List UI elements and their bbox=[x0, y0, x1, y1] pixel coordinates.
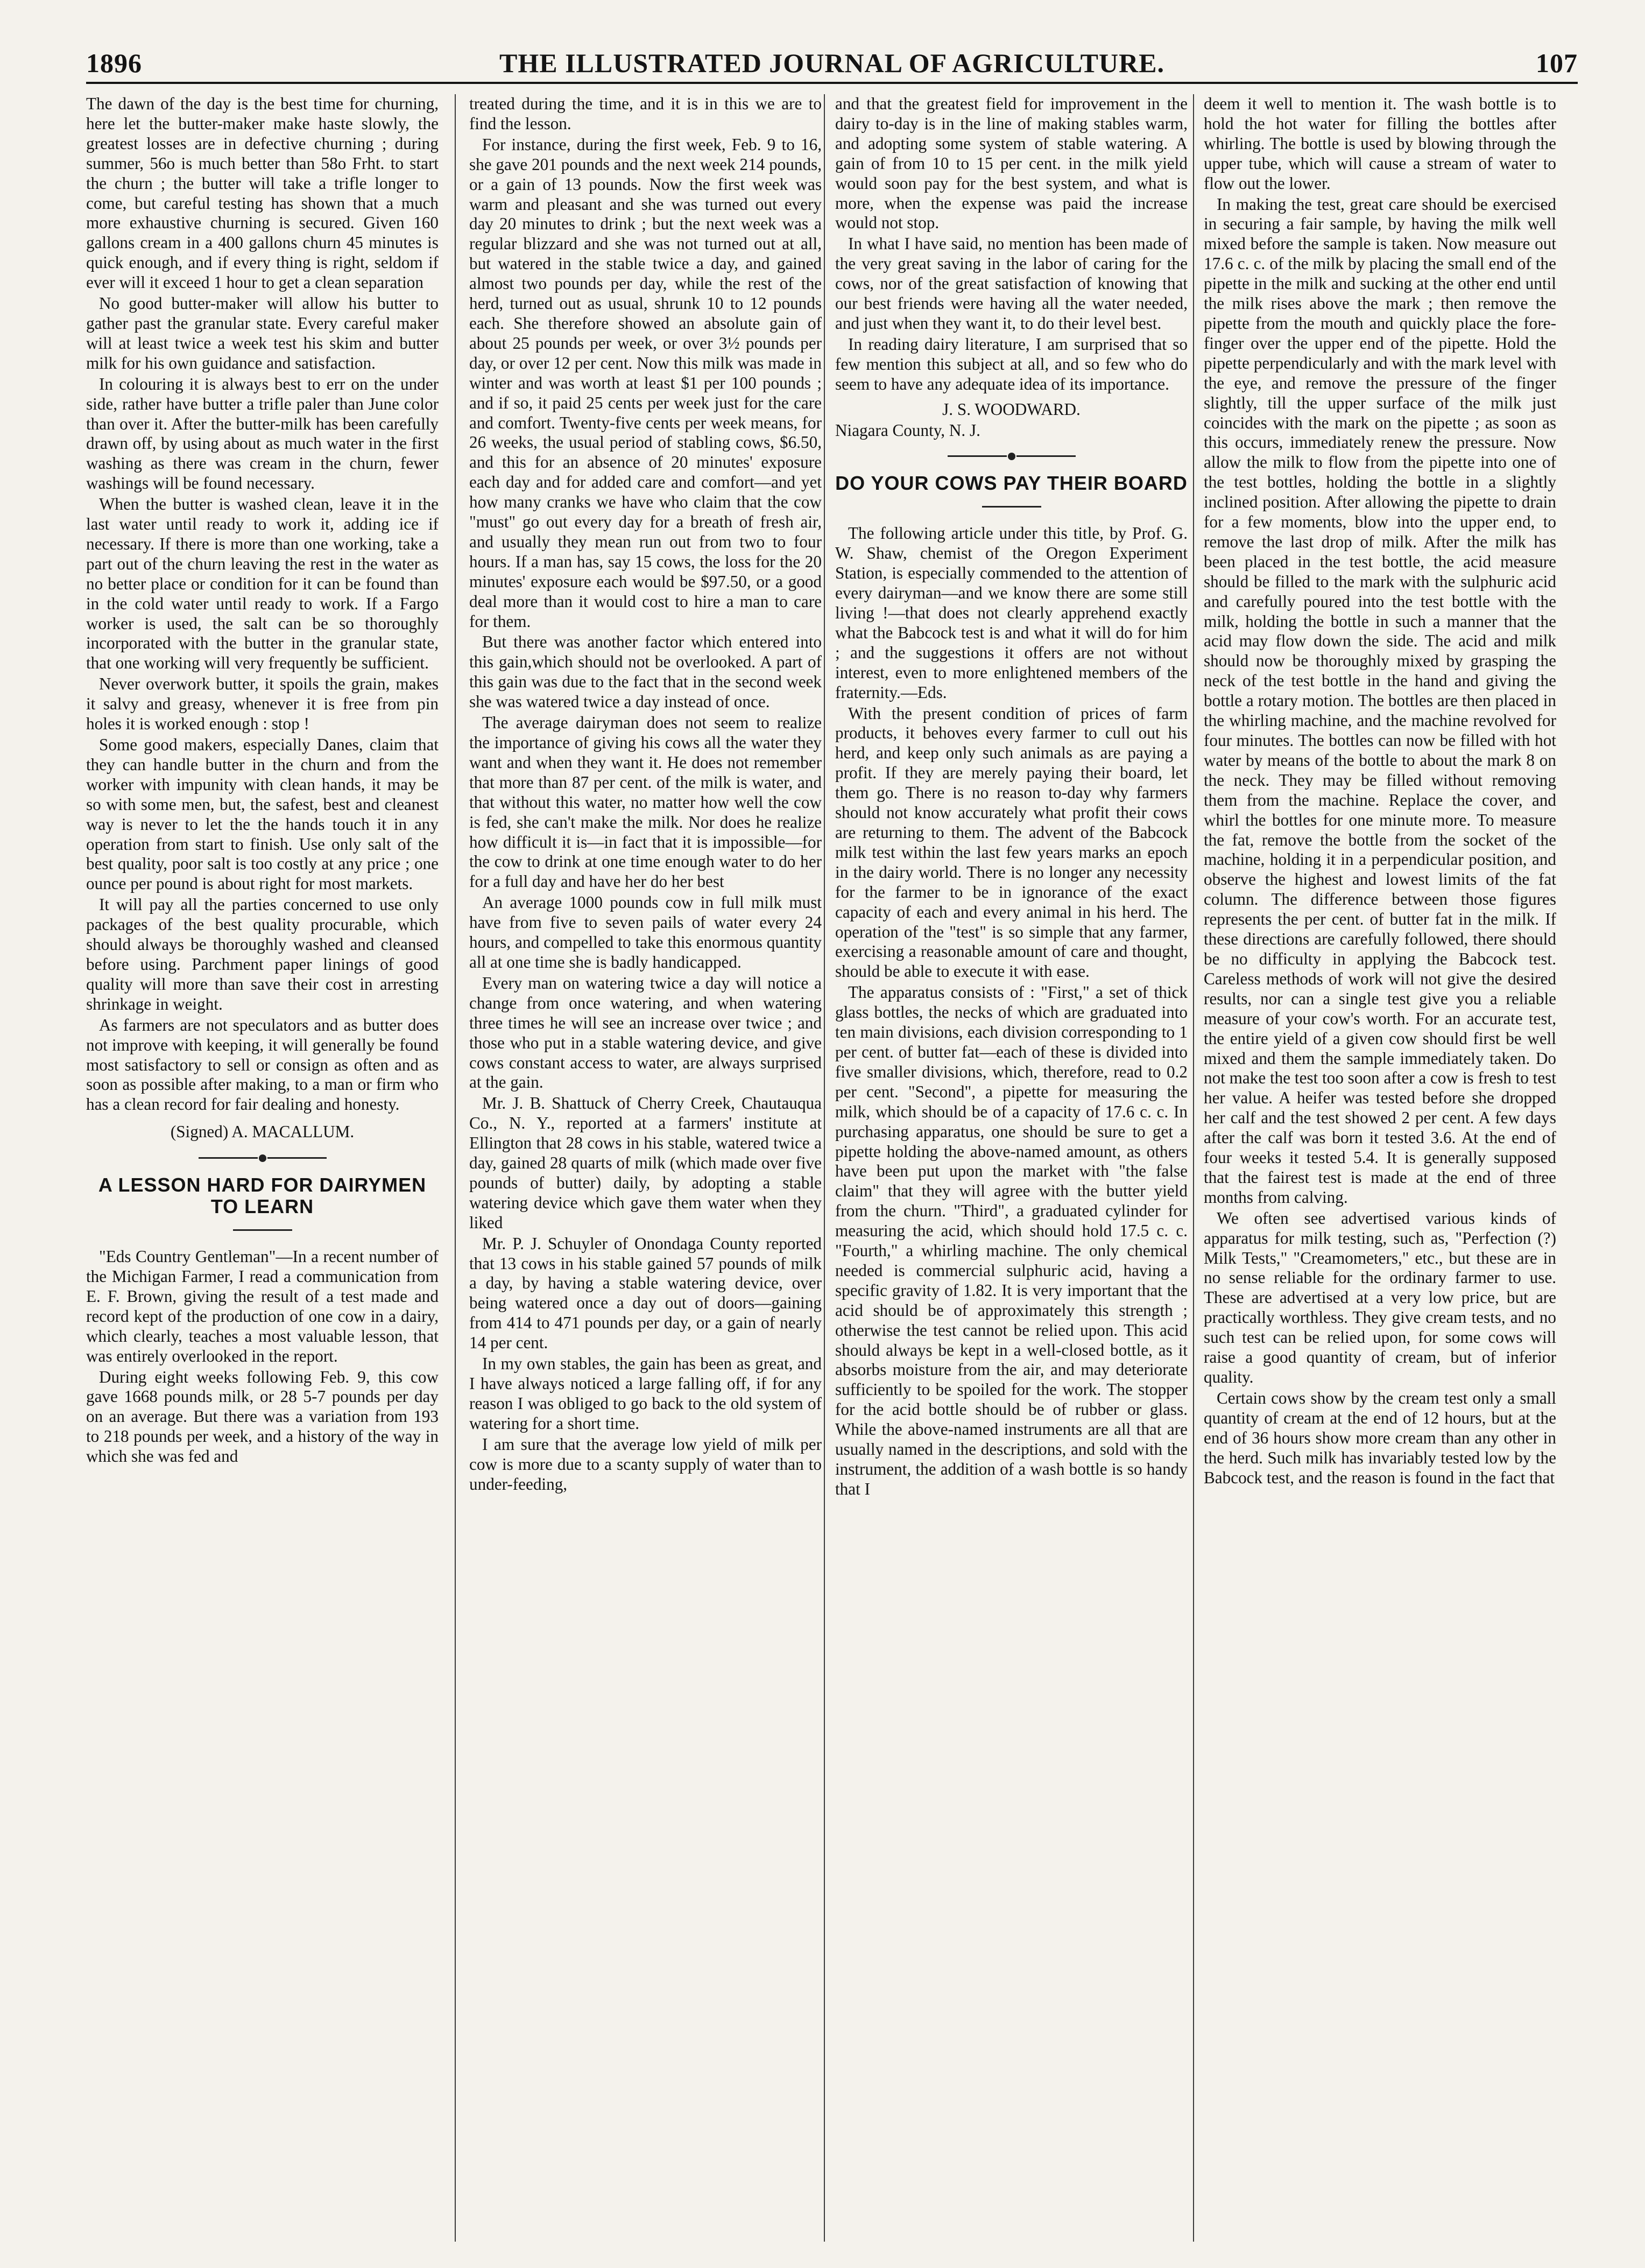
column-1 bbox=[86, 94, 439, 2242]
article-paragraph: An average 1000 pounds cow in full milk must have from five to seven pails of water every 24 hours, and compelled to take this enormous quantity all at one time she is badly handicapped. bbox=[469, 893, 822, 971]
article-paragraph: In what I have said, no mention has been made of the very great saving in the labor of caring for the cows, nor of the great satisfaction of knowing that our best friends were having all the water needed, and just when they want it, to do their level best. bbox=[835, 234, 1188, 333]
article-paragraph: Certain cows show by the cream test only a small quantity of cream at the end of 12 hours, but at the end of 36 hours show more cream than any other in the herd. Such milk has invariably tested low by the Babcock test, and the reason is found in the fact that bbox=[1204, 1388, 1556, 1487]
article-heading: A LESSON HARD FOR DAIRYMEN TO LEARN bbox=[98, 1174, 427, 1218]
article-heading: DO YOUR COWS PAY THEIR BOARD bbox=[835, 472, 1188, 495]
article-paragraph: I am sure that the average low yield of milk per cow is more due to a scanty supply of water than to under-feeding, bbox=[469, 1434, 822, 1494]
article-paragraph: When the butter is washed clean, leave it in the last water until ready to work it, adding ice if necessary. If there is more than one working, take a part out of the churn leaving the rest in the water as no better place or condition for it can be found than in the cold water until ready to work. If a Fargo worker is used, the salt can be so thoroughly incorporated with the butter in the granular state, that one working will very frequently be sufficient. bbox=[86, 495, 439, 673]
article-paragraph: In colouring it is always best to err on the under side, rather have butter a trifle paler than June color than over it. After the butter-milk has been carefully drawn off, by using about as much water in the first washing as there was cream in the churn, fewer washings will be found necessary. bbox=[86, 374, 439, 493]
article-paragraph: Every man on watering twice a day will notice a change from once watering, and when watering three times he will see an increase over twice ; and those who put in a stable watering device, and give cows constant access to water, are always surprised at the gain. bbox=[469, 973, 822, 1092]
article-paragraph: As farmers are not speculators and as butter does not improve with keeping, it will generally be found most satisfactory to sell or consign as often and as soon as possible after making, to a man or firm who has a clean record for fair dealing and honesty. bbox=[86, 1015, 439, 1114]
article-paragraph: The apparatus consists of : "First," a set of thick glass bottles, the necks of which are graduated into ten main divisions, each division corresponding to 1 per cent. of butter fat—each of these is divided into five smaller divisions, which, therefore, read to 0.2 per cent. "Second", a pipette for measuring the milk, which should be of a capacity of 17.6 c. c. In purchasing apparatus, one should be sure to get a pipette holding the above-named amount, as others have been put upon the market with "the false claim" that they will agree with the butter yield from the churn. "Third", a graduated cylinder for measuring the acid, which should hold 17.5 c. c. "Fourth," a whirling machine. The only chemical needed is commercial sulphuric acid, having a specific gravity of 1.82. It is very important that the acid should be of approximately this strength ; otherwise the test cannot be relied upon. This acid should always be kept in a well-closed bottle, as it absorbs moisture from the air, and may deteriorate sufficiently to be spoiled for the work. The stopper for the acid bottle should be of rubber or glass. While the above-named instruments are all that are usually named in the descriptions, and sold with the instrument, the addition of a wash bottle is so handy that I bbox=[835, 983, 1188, 1498]
heading-rule bbox=[233, 1229, 292, 1231]
article-paragraph: Some good makers, especially Danes, claim that they can handle butter in the churn and from the worker with impunity with clean hands, it may be so with some men, but, the safest, best and cleanest way is never to let the the hands touch it in any operation from start to finish. Use only salt of the best quality, poor salt is too costly at any price ; one ounce per pound is about right for most markets. bbox=[86, 735, 439, 893]
article-paragraph: The dawn of the day is the best time for churning, here let the butter-maker make haste slowly, the greatest losses are in defective churning ; during summer, 56o is much better than 58o Frht. to start the churn ; the butter will take a trifle longer to come, but careful testing has shown that a much more exhaustive churning is secured. Given 160 gallons cream in a 400 gallons churn 45 minutes is quick enough, and if every thing is right, seldom if ever will it exceed 1 hour to get a clean separation bbox=[86, 94, 439, 292]
article-paragraph: Mr. P. J. Schuyler of Onondaga County reported that 13 cows in his stable gained 57 pounds of milk a day, by having a stable watering device, over being watered once a day out of doors—gaining from 414 to 471 pounds per day, or a gain of nearly 14 per cent. bbox=[469, 1234, 822, 1353]
article-paragraph: Never overwork butter, it spoils the grain, makes it salvy and greasy, whenever it is free from pin holes it is worked enough : stop ! bbox=[86, 674, 439, 734]
header-year: 1896 bbox=[86, 48, 142, 78]
article-paragraph: In making the test, great care should be exercised in securing a fair sample, by having the milk well mixed before the sample is taken. Now measure out 17.6 c. c. of the milk by placing the small end of the pipette in the milk and sucking at the other end until the milk rises above the mark ; then remove the pipette from the mouth and quickly place the fore-finger over the upper end of the pipette. Hold the pipette perpendicularly and with the mark level with the eye, and remove the pressure of the finger slightly, till the upper surface of the milk just coincides with the mark on the pipette ; as soon as this occurs, immediately renew the pressure. Now allow the milk to flow from the pipette into one of the test bottles, holding the bottle in a slightly inclined position. After allowing the pipette to drain for a few moments, blow into the upper end, to remove the last drop of milk. After the milk has been placed in the test bottle, the acid measure should be filled to the mark with the sulphuric acid and carefully poured into the test bottle with the milk, holding the bottle in such a manner that the acid may flow down the side. The acid and milk should now be thoroughly mixed by grasping the neck of the test bottle in the hand and giving the bottle a rotary motion. The bottles are then placed in the whirling machine, and the machine revolved for four minutes. The bottles can now be filled with hot water by means of the bottle to about the mark 8 on the neck. They may be filled without removing them from the machine. Replace the cover, and whirl the bottles for one minute more. To measure the fat, remove the bottle from the socket of the machine, holding it in a perpendicular position, and observe the highest and lowest limits of the fat column. The difference between those figures represents the per cent. of butter fat in the milk. If these directions are carefully followed, there should be no difficulty in applying the Babcock test. Careless methods of work will not give the desired results, nor can a single test give you a reliable measure of your cow's worth. For an accurate test, the entire yield of a given cow should first be well mixed and them the sample immediately taken. Do not make the test too soon after a cow is fresh to test her value. A heifer was tested before she dropped her calf and the test showed 2 per cent. A few days after the calf was born it tested 3.6. At the end of four weeks it tested 5.4. It is generally supposed that the fairest test is made at the end of three months from calving. bbox=[1204, 194, 1556, 1207]
section-divider bbox=[86, 1152, 439, 1163]
signature: (Signed) A. MACALLUM. bbox=[170, 1122, 355, 1142]
article-paragraph: No good butter-maker will allow his butter to gather past the granular state. Every careful maker will at least twice a week test his skim and butter milk for his own guidance and satisfaction. bbox=[86, 294, 439, 372]
article-paragraph: We often see advertised various kinds of apparatus for milk testing, such as, "Perfection (?) Milk Tests," "Creamometers," etc., but these are in no sense reliable for the ordinary farmer to use. These are advertised at a very low price, but are practically worthless. They give cream tests, and no such test can be relied upon, for some cows will raise a good quantity of cream, but of inferior quality. bbox=[1204, 1208, 1556, 1386]
article-paragraph: treated during the time, and it is in this we are to find the lesson. bbox=[469, 94, 822, 133]
article-paragraph: During eight weeks following Feb. 9, this cow gave 1668 pounds milk, or 28 5-7 pounds per day on an average. But there was a variation from 193 to 218 pounds per week, and a history of the way in which she was fed and bbox=[86, 1367, 439, 1466]
article-paragraph: In reading dairy literature, I am surprised that so few mention this subject at all, and so few who do seem to have any adequate idea of its importance. bbox=[835, 334, 1188, 393]
section-divider bbox=[835, 450, 1188, 461]
header-page-number: 107 bbox=[1536, 48, 1578, 78]
heading-rule bbox=[982, 506, 1041, 508]
article-paragraph: Mr. J. B. Shattuck of Cherry Creek, Chautauqua Co., N. Y., reported at a farmers' institute at Ellington that 28 cows in his stable, watered twice a day, gained 28 quarts of milk (which made over five pounds of butter) daily, by adopting a stable watering device which gave them water when they liked bbox=[469, 1094, 822, 1232]
article-paragraph: With the present condition of prices of farm products, it behoves every farmer to cull out his herd, and keep only such animals as are paying a profit. If they are merely paying their board, let them go. There is no reason to-day why farmers should not know accurately what profit their cows are returning to them. The advent of the Babcock milk test within the last few years marks an epoch in the dairy world. There is no longer any necessity for the farmer to be in ignorance of the exact capacity of each and every animal in his herd. The operation of the "test" is so simple that any farmer, exercising a reasonable amount of care and thought, should be able to execute it with ease. bbox=[835, 703, 1188, 981]
column-divider bbox=[824, 94, 825, 2242]
article-paragraph: and that the greatest field for improvement in the dairy to-day is in the line of making stables warm, and adopting some system of stable watering. A gain of from 10 to 15 per cent. in the milk yield would soon pay for the best system, and what is more, when the expense was paid the increase would not stop. bbox=[835, 94, 1188, 233]
article-paragraph: In my own stables, the gain has been as great, and I have always noticed a large falling off, if for any reason I was obliged to go back to the old system of watering for a short time. bbox=[469, 1354, 822, 1433]
article-paragraph: It will pay all the parties concerned to use only packages of the best quality procurable, which should always be thoroughly washed and cleansed before using. Parchment paper linings of good quality will more than save their cost in arresting shrinkage in weight. bbox=[86, 895, 439, 1013]
signature-place: Niagara County, N. J. bbox=[835, 420, 980, 440]
column-divider bbox=[455, 94, 456, 2242]
column-4 bbox=[1204, 94, 1556, 2242]
column-2 bbox=[469, 94, 822, 2242]
signature: J. S. WOODWARD. bbox=[942, 399, 1081, 419]
article-paragraph: For instance, during the first week, Feb. 9 to 16, she gave 201 pounds and the next week 214 pounds, or a gain of 13 pounds. Now the first week was warm and pleasant and she was turned out every day 20 minutes to drink ; but the next week was a regular blizzard and she was not turned out at all, but watered in the stable twice a day, and gained almost two pounds per day, while the rest of the herd, turned out as usual, shrunk 10 to 12 pounds each. She therefore showed an absolute gain of about 25 pounds per week, or over 3½ pounds per day, or over 12 per cent. Now this milk was made in winter and was worth at least $1 per 100 pounds ; and if so, it paid 25 cents per week just for the care and comfort. Twenty-five cents per week means, for 26 weeks, the usual period of stabling cows, $6.50, and this for an absence of 20 minutes' exposure each day and for added care and comfort—and yet how many cranks we have who claim that the cow "must" go out every day for a breath of fresh air, and usually they mean run out from two to four hours. If a man has, say 15 cows, the loss for the 20 minutes' exposure each would be $97.50, or a good deal more than it would cost to hire a man to care for them. bbox=[469, 135, 822, 631]
article-paragraph: But there was another factor which entered into this gain,which should not be overlooked. A part of this gain was due to the fact that in the second week she was watered twice a day instead of once. bbox=[469, 632, 822, 712]
column-divider bbox=[1193, 94, 1194, 2242]
article-paragraph: "Eds Country Gentleman"—In a recent number of the Michigan Farmer, I read a communication from E. F. Brown, giving the result of a test made and record kept of the production of one cow in a dairy, which clearly, teaches a most valuable lesson, that was entirely overlooked in the report. bbox=[86, 1247, 439, 1365]
header-title: THE ILLUSTRATED JOURNAL OF AGRICULTURE. bbox=[499, 48, 1165, 78]
header-rule bbox=[86, 82, 1578, 84]
article-paragraph: deem it well to mention it. The wash bottle is to hold the hot water for filling the bottles after whirling. The bottle is used by blowing through the upper tube, which will cause a stream of water to flow out the lower. bbox=[1204, 94, 1556, 193]
page-header bbox=[86, 47, 1578, 90]
article-paragraph: The average dairyman does not seem to realize the importance of giving his cows all the water they want and when they want it. He does not remember that more than 87 per cent. of the milk is water, and that without this water, no matter how well the cow is fed, she can't make the milk. Nor does he realize how difficult it is—in fact that it is impossible—for the cow to drink at one time enough water to do her for a full day and have her do her best bbox=[469, 713, 822, 891]
column-3 bbox=[835, 94, 1188, 2242]
article-paragraph: The following article under this title, by Prof. G. W. Shaw, chemist of the Oregon Experiment Station, is especially commended to the attention of every dairyman—and we know there are some still living !—that does not clearly apprehend exactly what the Babcock test is and what it will do for him ; and the suggestions it offers are not without interest, even to more enlightened members of the fraternity.—Eds. bbox=[835, 524, 1188, 702]
